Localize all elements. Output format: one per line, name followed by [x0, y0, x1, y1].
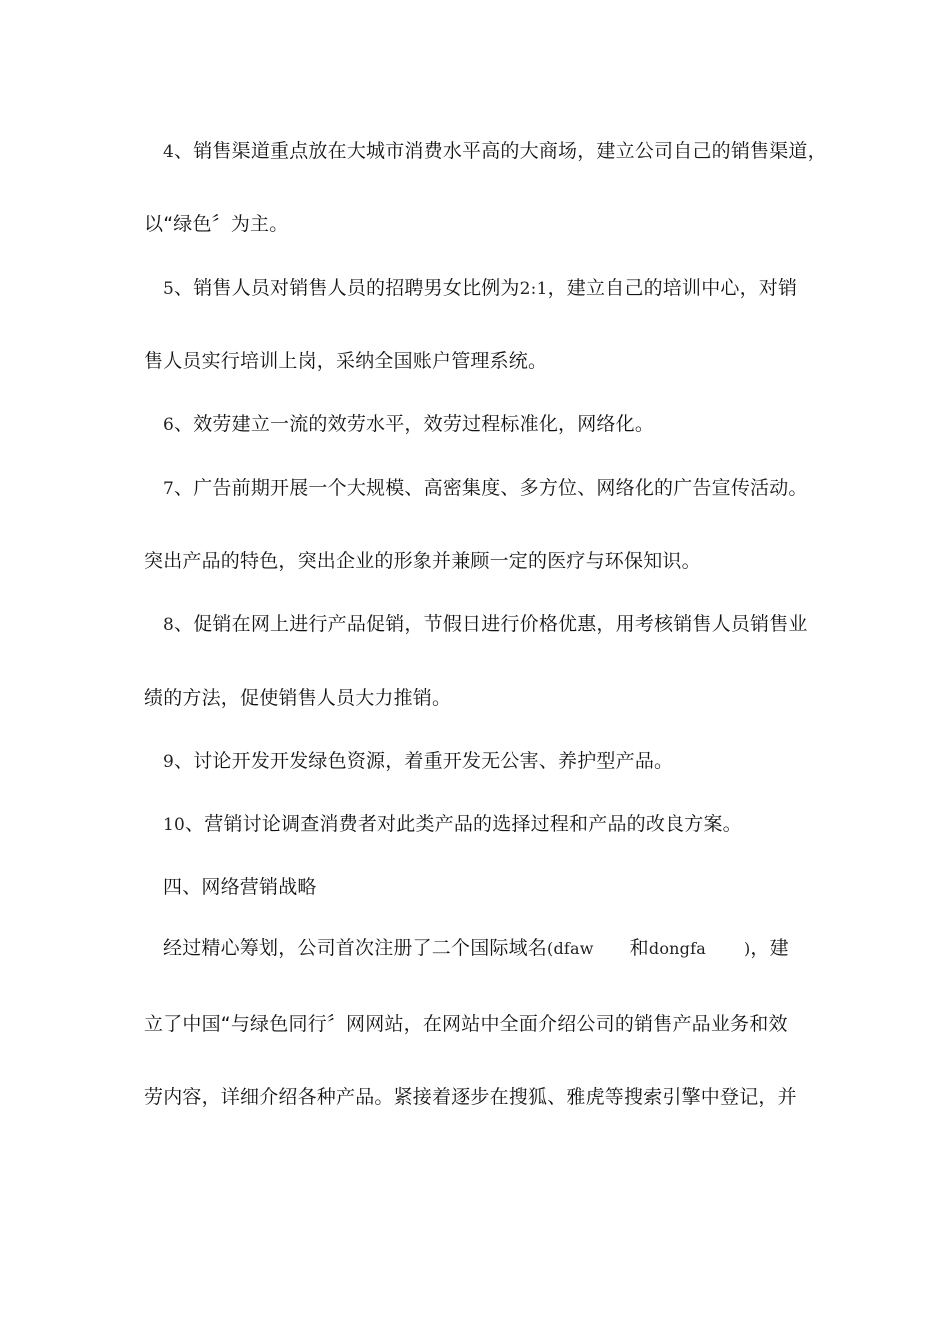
paragraph-text: ，建 [750, 937, 789, 959]
paragraph-text: 、营销讨论调查消费者对此类产品的选择过程和产品的改良方案。 [185, 813, 742, 835]
item-number: 10 [163, 815, 186, 835]
paragraph-item-4 [163, 139, 843, 164]
paragraph-continuation [144, 1012, 824, 1036]
section-heading-text: 四、网络营销战略 [163, 876, 317, 898]
paragraph-text: 突出产品的特色，突出企业的形象并兼顾一定的医疗与环保知识。 [144, 550, 701, 572]
section-heading [163, 875, 843, 899]
paragraph-item-9 [163, 749, 843, 774]
paragraph-continuation [144, 349, 824, 373]
paragraph-text: 、讨论开发开发绿色资源，着重开发无公害、养护型产品。 [174, 750, 674, 772]
paragraph-item-8 [163, 612, 843, 637]
item-number: 9 [163, 752, 175, 772]
paren-close: ) [743, 939, 751, 958]
item-number: 4 [163, 142, 175, 162]
paragraph-item-10 [163, 812, 843, 837]
paragraph-text: 立了中国“与绿色同行〞网网站，在网站中全面介绍公司的销售产品业务和效 [144, 1013, 788, 1035]
item-number: 8 [163, 615, 175, 635]
conjunction-text: 和 [629, 937, 649, 959]
item-number: 7 [163, 479, 175, 499]
paragraph-item-6 [163, 412, 843, 437]
paragraph-text: 、促销在网上进行产品促销，节假日进行价格优惠，用考核销售人员销售业 [174, 613, 808, 635]
paragraph-item-5 [163, 276, 843, 301]
paragraph-continuation [144, 549, 824, 573]
ratio-value: 2:1 [519, 279, 548, 299]
paragraph-text: 、效劳建立一流的效劳水平，效劳过程标准化，网络化。 [174, 413, 655, 435]
paragraph-continuation [144, 212, 824, 236]
domain-name-2: dongfa [648, 939, 706, 958]
paragraph-text: 以“绿色〞为主。 [144, 213, 289, 235]
paragraph-text: 劳内容，详细介绍各种产品。紧接着逐步在搜狐、雅虎等搜索引擎中登记，并 [144, 1086, 797, 1108]
paragraph-text: 售人员实行培训上岗，采纳全国账户管理系统。 [144, 350, 548, 372]
paragraph-text: 、广告前期开展一个大规模、高密集度、多方位、网络化的广告宣传活动。 [174, 477, 808, 499]
paragraph-text: ，建立自己的培训中心，对销 [547, 277, 798, 299]
item-number: 5 [163, 279, 175, 299]
paragraph-text: 、销售渠道重点放在大城市消费水平高的大商场，建立公司自己的销售渠道， [174, 140, 827, 162]
paragraph-item-7 [163, 476, 843, 501]
paragraph-domains [163, 936, 843, 961]
paragraph-text: 经过精心筹划，公司首次注册了二个国际域名 [163, 937, 548, 959]
item-number: 6 [163, 415, 175, 435]
domain-name-1: dfaw [553, 939, 594, 958]
paren-open: ( [547, 939, 554, 958]
paragraph-text: 、销售人员对销售人员的招聘男女比例为 [174, 277, 520, 299]
paragraph-continuation [144, 686, 824, 710]
paragraph-text: 绩的方法，促使销售人员大力推销。 [144, 687, 452, 709]
paragraph-continuation [144, 1085, 824, 1109]
